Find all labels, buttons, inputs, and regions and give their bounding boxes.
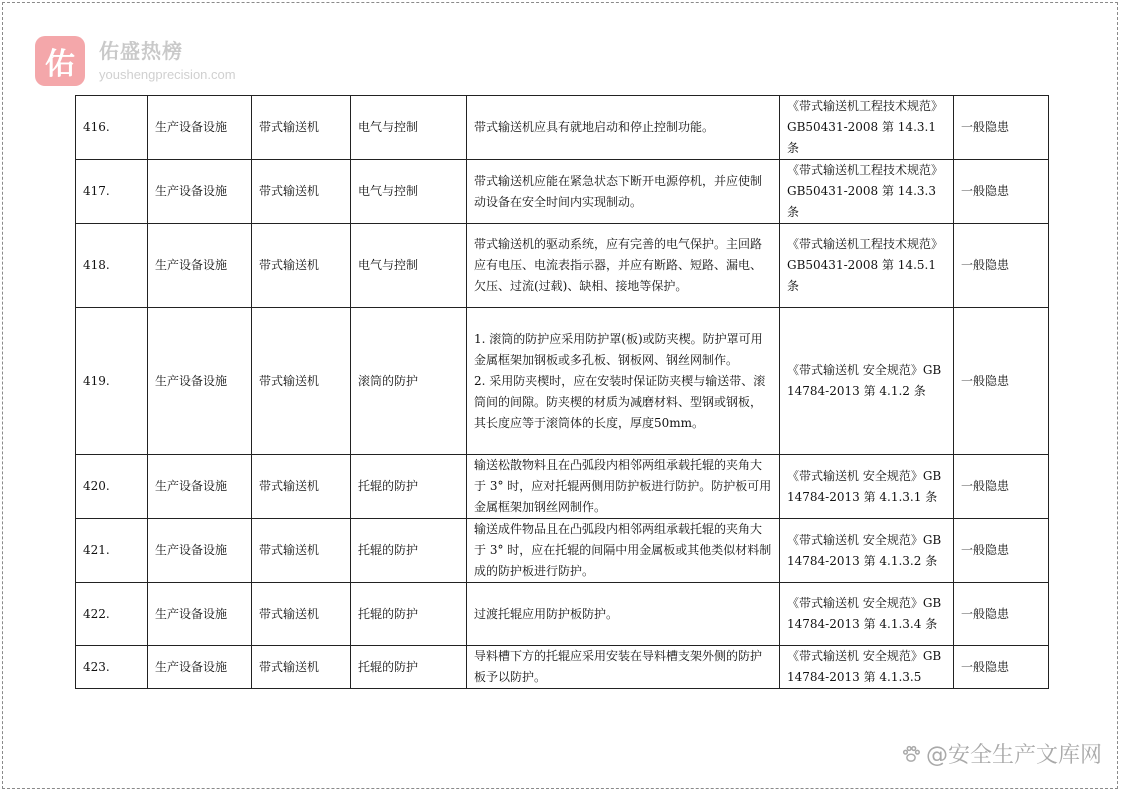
- requirement-cell: 带式输送机应具有就地启动和停止控制功能。: [467, 96, 780, 160]
- category-cell: 生产设备设施: [148, 646, 252, 689]
- check-item-cell: 托辊的防护: [351, 646, 467, 689]
- table-row: [76, 224, 1049, 308]
- table-row: [76, 308, 1049, 455]
- hazard-level-cell: 一般隐患: [954, 583, 1049, 646]
- basis-cell: 《带式输送机工程技术规范》GB50431-2008 第 14.3.3 条: [780, 160, 954, 224]
- site-logo: [35, 36, 236, 86]
- check-item-cell: 电气与控制: [351, 160, 467, 224]
- hazard-level-cell: 一般隐患: [954, 519, 1049, 583]
- basis-cell: 《带式输送机 安全规范》GB14784-2013 第 4.1.2 条: [780, 308, 954, 455]
- equipment-cell: 带式输送机: [252, 160, 351, 224]
- category-cell: 生产设备设施: [148, 308, 252, 455]
- table-row: [76, 455, 1049, 519]
- equipment-cell: 带式输送机: [252, 646, 351, 689]
- requirement-cell: 带式输送机应能在紧急状态下断开电源停机，并应使制动设备在安全时间内实现制动。: [467, 160, 780, 224]
- row-number: 419.: [76, 308, 148, 455]
- category-cell: 生产设备设施: [148, 160, 252, 224]
- row-number: 418.: [76, 224, 148, 308]
- watermark-text: @安全生产文库网: [925, 743, 1102, 768]
- equipment-cell: 带式输送机: [252, 308, 351, 455]
- check-item-cell: 托辊的防护: [351, 455, 467, 519]
- table-row: [76, 583, 1049, 646]
- requirement-cell: 1. 滚筒的防护应采用防护罩(板)或防夹楔。防护罩可用金属框架加钢板或多孔板、钢板网、钢丝网制作。 2. 采用防夹楔时，应在安装时保证防夹楔与输送带、滚筒间的间隙。防夹楔的材质为减磨材料、型钢或钢板，其长度应等于滚筒体的长度，厚度50mm。: [467, 308, 780, 455]
- check-item-cell: 电气与控制: [351, 224, 467, 308]
- hazard-level-cell: 一般隐患: [954, 308, 1049, 455]
- check-item-cell: 滚筒的防护: [351, 308, 467, 455]
- hazard-level-cell: 一般隐患: [954, 455, 1049, 519]
- category-cell: 生产设备设施: [148, 519, 252, 583]
- hazard-level-cell: 一般隐患: [954, 646, 1049, 689]
- equipment-cell: 带式输送机: [252, 583, 351, 646]
- equipment-cell: 带式输送机: [252, 519, 351, 583]
- hazard-table-body: [76, 96, 1049, 689]
- hazard-level-cell: 一般隐患: [954, 160, 1049, 224]
- row-number: 420.: [76, 455, 148, 519]
- table-row: [76, 160, 1049, 224]
- requirement-cell: 输送松散物料且在凸弧段内相邻两组承载托辊的夹角大于 3° 时，应对托辊两侧用防护板进行防护。防护板可用金属框架加钢丝网制作。: [467, 455, 780, 519]
- row-number: 423.: [76, 646, 148, 689]
- equipment-cell: 带式输送机: [252, 224, 351, 308]
- equipment-cell: 带式输送机: [252, 455, 351, 519]
- logo-url: youshengprecision.com: [99, 66, 236, 82]
- check-item-cell: 托辊的防护: [351, 519, 467, 583]
- category-cell: 生产设备设施: [148, 583, 252, 646]
- row-number: 417.: [76, 160, 148, 224]
- basis-cell: 《带式输送机工程技术规范》GB50431-2008 第 14.3.1 条: [780, 96, 954, 160]
- logo-badge: 佑: [35, 36, 85, 86]
- watermark: [900, 738, 1102, 769]
- hazard-level-cell: 一般隐患: [954, 96, 1049, 160]
- basis-cell: 《带式输送机 安全规范》GB14784-2013 第 4.1.3.2 条: [780, 519, 954, 583]
- requirement-cell: 带式输送机的驱动系统，应有完善的电气保护。主回路应有电压、电流表指示器，并应有断路、短路、漏电、欠压、过流(过载)、缺相、接地等保护。: [467, 224, 780, 308]
- basis-cell: 《带式输送机 安全规范》GB14784-2013 第 4.1.3.4 条: [780, 583, 954, 646]
- logo-name: 佑盛热榜: [99, 38, 183, 63]
- hazard-table: [75, 95, 1049, 689]
- table-row: [76, 646, 1049, 689]
- requirement-cell: 输送成件物品且在凸弧段内相邻两组承载托辊的夹角大于 3° 时，应在托辊的间隔中用金属板或其他类似材料制成的防护板进行防护。: [467, 519, 780, 583]
- check-item-cell: 电气与控制: [351, 96, 467, 160]
- category-cell: 生产设备设施: [148, 96, 252, 160]
- requirement-cell: 导料槽下方的托辊应采用安装在导料槽支架外侧的防护板予以防护。: [467, 646, 780, 689]
- logo-text: [99, 39, 236, 84]
- requirement-cell: 过渡托辊应用防护板防护。: [467, 583, 780, 646]
- basis-cell: 《带式输送机工程技术规范》GB50431-2008 第 14.5.1 条: [780, 224, 954, 308]
- equipment-cell: 带式输送机: [252, 96, 351, 160]
- basis-cell: 《带式输送机 安全规范》GB14784-2013 第 4.1.3.1 条: [780, 455, 954, 519]
- check-item-cell: 托辊的防护: [351, 583, 467, 646]
- row-number: 421.: [76, 519, 148, 583]
- table-row: [76, 96, 1049, 160]
- basis-cell: 《带式输送机 安全规范》GB14784-2013 第 4.1.3.5: [780, 646, 954, 689]
- category-cell: 生产设备设施: [148, 455, 252, 519]
- table-row: [76, 519, 1049, 583]
- category-cell: 生产设备设施: [148, 224, 252, 308]
- hazard-level-cell: 一般隐患: [954, 224, 1049, 308]
- row-number: 422.: [76, 583, 148, 646]
- row-number: 416.: [76, 96, 148, 160]
- paw-icon: [900, 743, 922, 765]
